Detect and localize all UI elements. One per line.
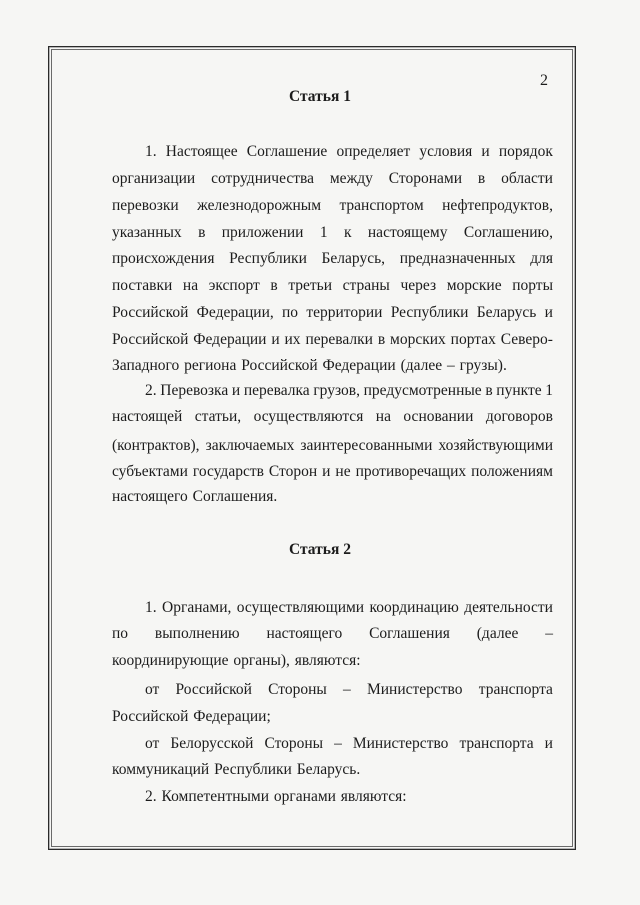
word: хозяйствующими xyxy=(438,437,553,454)
word: транспортом xyxy=(339,197,424,214)
word: заключаемых xyxy=(205,437,295,454)
word: Перевозка xyxy=(160,382,229,399)
article-1-line xyxy=(112,436,553,456)
word: Стороны xyxy=(264,735,324,752)
article-2-line xyxy=(145,734,553,754)
word: – xyxy=(334,735,342,752)
word: настоящей xyxy=(112,408,183,425)
article-1-line xyxy=(112,169,553,189)
article-2-heading: Статья 2 xyxy=(289,541,351,558)
word: территории xyxy=(306,304,383,321)
article-2-line xyxy=(112,624,553,644)
word: договоров xyxy=(485,408,553,425)
word: по xyxy=(282,304,299,321)
word: морских xyxy=(390,331,446,348)
article-1-line: Западного региона Российской Федерации (далее – грузы). xyxy=(112,357,507,374)
word: в xyxy=(270,277,278,294)
word: по xyxy=(112,625,129,642)
word: транспорта xyxy=(478,681,553,698)
word: противоречащих xyxy=(355,463,467,480)
word: Российской xyxy=(112,304,189,321)
word: Министерство xyxy=(352,735,449,752)
article-1-line xyxy=(112,249,553,269)
word: Органами, xyxy=(162,599,232,616)
article-1-line xyxy=(112,276,553,296)
word: Министерство xyxy=(366,681,463,698)
word: (далее xyxy=(476,625,519,642)
article-1-line xyxy=(112,462,553,482)
word: экспорт xyxy=(208,277,260,294)
word: заинтересованными xyxy=(300,437,433,454)
word: выполнению xyxy=(154,625,240,642)
word: к xyxy=(343,224,352,241)
word: Соглашения xyxy=(369,625,450,642)
word: между xyxy=(329,170,373,187)
article-1-heading: Статья 1 xyxy=(289,88,351,105)
word: основании xyxy=(403,408,474,425)
word: Республики xyxy=(229,250,307,267)
word: нефтепродуктов, xyxy=(442,197,553,214)
word: настоящего xyxy=(266,625,343,642)
word: порты xyxy=(512,277,553,294)
word: от xyxy=(145,681,160,698)
word: в xyxy=(377,331,386,348)
word: условия xyxy=(419,143,473,160)
word: осуществляющими xyxy=(236,599,365,616)
article-1-line xyxy=(112,407,553,427)
word: в xyxy=(477,170,486,187)
word: Соглашению, xyxy=(463,224,553,241)
word: и xyxy=(544,735,553,752)
word: указанных xyxy=(112,224,182,241)
word: статьи, xyxy=(194,408,242,425)
word: предусмотренные xyxy=(363,382,482,399)
word: Стороны xyxy=(268,681,327,698)
word: от xyxy=(145,735,160,752)
word: Белорусской xyxy=(170,735,254,752)
word: Беларусь xyxy=(476,304,537,321)
article-1-line xyxy=(112,223,553,243)
word: поставки xyxy=(112,277,173,294)
word: Беларусь, xyxy=(321,250,386,267)
article-2-line: коммуникаций Республики Беларусь. xyxy=(112,761,361,778)
article-2-line xyxy=(145,680,553,700)
word: Настоящее xyxy=(165,143,238,160)
word: субъектами xyxy=(112,463,188,480)
word: через xyxy=(400,277,437,294)
word: положениям xyxy=(471,463,553,480)
word: для xyxy=(530,250,553,267)
word: и xyxy=(322,463,331,480)
article-2-line: 2. Компетентными органами являются: xyxy=(145,788,407,805)
word: деятельности xyxy=(464,599,553,616)
word: и xyxy=(231,382,241,399)
word: транспорта xyxy=(459,735,534,752)
word: Федерации xyxy=(193,331,267,348)
article-2-line xyxy=(145,598,553,618)
word: координацию xyxy=(369,599,459,616)
word: в xyxy=(198,224,206,241)
word: третьи xyxy=(288,277,333,294)
word: области xyxy=(501,170,553,187)
word: 2. xyxy=(145,382,157,399)
word: их xyxy=(284,331,301,348)
word: сотрудничества xyxy=(211,170,314,187)
word: перевалка xyxy=(243,382,310,399)
word: на xyxy=(375,408,391,425)
article-1-line xyxy=(145,142,553,162)
word: на xyxy=(182,277,199,294)
word: приложении xyxy=(221,224,304,241)
word: – xyxy=(545,625,553,642)
word: предназначенных xyxy=(399,250,516,267)
word: 1. xyxy=(145,599,157,616)
word: – xyxy=(343,681,351,698)
article-1-line: настоящего Соглашения. xyxy=(112,488,278,505)
article-1-line xyxy=(112,330,553,350)
article-1-line xyxy=(112,303,553,323)
word: организации xyxy=(112,170,196,187)
word: настоящему xyxy=(367,224,448,241)
word: Федерации, xyxy=(196,304,274,321)
word: 1 xyxy=(545,382,553,399)
word: порядок xyxy=(498,143,553,160)
word: (контрактов), xyxy=(112,437,200,454)
word: Российской xyxy=(175,681,252,698)
word: пункте xyxy=(496,382,542,399)
word: в xyxy=(485,382,493,399)
word: грузов, xyxy=(313,382,360,399)
word: и xyxy=(271,331,280,348)
article-2-line: координирующие органы), являются: xyxy=(112,652,361,669)
word: Северо- xyxy=(500,331,553,348)
word: портах xyxy=(450,331,496,348)
word: Сторон xyxy=(268,463,318,480)
word: Сторонами xyxy=(388,170,463,187)
article-1-line xyxy=(112,196,553,216)
word: 1 xyxy=(319,224,328,241)
word: железнодорожным xyxy=(197,197,322,214)
word: и xyxy=(481,143,490,160)
word: определяет xyxy=(336,143,411,160)
word: Российской xyxy=(112,331,189,348)
word: осуществляются xyxy=(253,408,364,425)
word: государств xyxy=(192,463,264,480)
word: Республики xyxy=(390,304,469,321)
word: происхождения xyxy=(112,250,215,267)
article-1-line xyxy=(145,381,553,401)
word: и xyxy=(544,304,553,321)
word: морские xyxy=(446,277,502,294)
page-number: 2 xyxy=(540,72,548,89)
word: перевозки xyxy=(112,197,179,214)
article-2-line: Российской Федерации; xyxy=(112,708,271,725)
word: Соглашение xyxy=(246,143,328,160)
word: страны xyxy=(342,277,390,294)
word: 1. xyxy=(145,143,157,160)
word: не xyxy=(335,463,351,480)
word: перевалки xyxy=(305,331,373,348)
